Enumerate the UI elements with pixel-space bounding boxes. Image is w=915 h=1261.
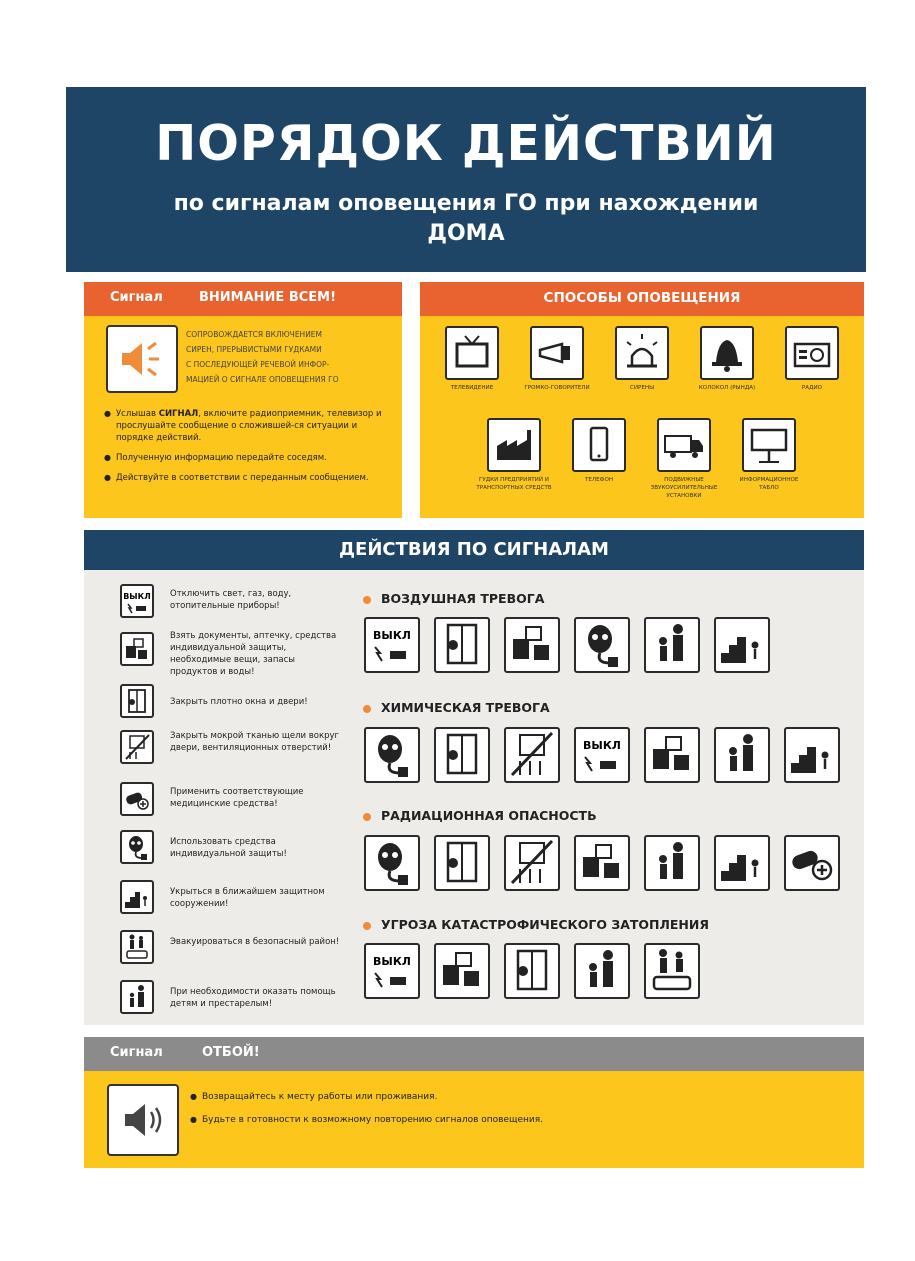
gas-mask-icon xyxy=(120,830,154,864)
legend-text: Отключить свет, газ, воду, отопительные приборы! xyxy=(170,589,292,611)
legend-text: Эвакуироваться в безопасный район! xyxy=(170,937,340,947)
method-caption: ГРОМКО-ГОВОРИТЕЛИ xyxy=(524,385,590,391)
svg-text:ВЫКЛ: ВЫКЛ xyxy=(373,629,411,642)
shelter-icon xyxy=(714,835,770,891)
list-item: ● Будьте в готовности к возможному повторению сигналов оповещения. xyxy=(190,1114,850,1126)
svg-text:ВЫКЛ: ВЫКЛ xyxy=(583,739,621,752)
attention-instructions xyxy=(104,408,396,492)
method-caption: ТЕЛЕФОН xyxy=(584,477,614,483)
list-item: ● Действуйте в соответствии с переданным сообщением. xyxy=(104,472,396,484)
documents-icon xyxy=(574,835,630,891)
documents-icon xyxy=(434,943,490,999)
legend-text: Укрыться в ближайшем защитном сооружении! xyxy=(170,887,325,909)
methods-title: СПОСОБЫ ОПОВЕЩЕНИЯ xyxy=(543,290,741,306)
factory-icon xyxy=(487,418,541,472)
seal-gaps-icon xyxy=(504,835,560,891)
bell-icon xyxy=(700,326,754,380)
signal-heading-chemical: ХИМИЧЕСКАЯ ТРЕВОГА xyxy=(363,700,550,715)
method-caption: ГУДКИ ПРЕДПРИЯТИЙ И ТРАНСПОРТНЫХ СРЕДСТВ xyxy=(476,477,552,491)
tv-icon xyxy=(445,326,499,380)
list-item: ● Услышав СИГНАЛ, включите радиоприемник, телевизор и прослушайте сообщение о сложившей-ся ситуации и порядке действий. xyxy=(104,408,396,444)
shelter-icon xyxy=(784,727,840,783)
gas-mask-icon xyxy=(574,617,630,673)
page-subtitle: по сигналам оповещения ГО при нахождении xyxy=(173,191,759,216)
documents-icon xyxy=(504,617,560,673)
documents-icon xyxy=(120,632,154,666)
power-off-icon xyxy=(574,727,630,783)
legend-text: Применить соответствующие медицинские средства! xyxy=(170,787,304,809)
signal-label: Сигнал xyxy=(110,290,163,305)
legend-text: Закрыть мокрой тканью щели вокруг двери, вентиляционных отверстий! xyxy=(170,731,339,753)
signal-heading-flood: УГРОЗА КАТАСТРОФИЧЕСКОГО ЗАТОПЛЕНИЯ xyxy=(363,917,709,932)
all-clear-instructions xyxy=(190,1091,850,1137)
attention-signal-header xyxy=(84,282,402,316)
svg-text:ВЫКЛ: ВЫКЛ xyxy=(123,592,151,601)
power-off-icon xyxy=(364,943,420,999)
power-off-icon xyxy=(364,617,420,673)
close-window-icon xyxy=(434,617,490,673)
page-subtitle-location: ДОМА xyxy=(427,221,505,246)
shelter-icon xyxy=(120,880,154,914)
legend-text: Использовать средства индивидуальной защиты! xyxy=(170,837,287,859)
legend-text: Взять документы, аптечку, средства индивидуальной защиты, необходимые вещи, запасы продуктов и воды! xyxy=(170,631,337,677)
evacuate-icon xyxy=(120,930,154,964)
help-people-icon xyxy=(714,727,770,783)
radio-icon xyxy=(785,326,839,380)
loudspeaker-icon xyxy=(530,326,584,380)
signal-name: ОТБОЙ! xyxy=(202,1045,260,1060)
info-board-icon xyxy=(742,418,796,472)
method-caption: ТЕЛЕВИДЕНИЕ xyxy=(450,385,494,391)
help-people-icon xyxy=(644,617,700,673)
legend-text: Закрыть плотно окна и двери! xyxy=(170,697,308,707)
documents-icon xyxy=(644,727,700,783)
siren-icon xyxy=(615,326,669,380)
page-title: ПОРЯДОК ДЕЙСТВИЙ xyxy=(155,115,777,172)
all-clear-header xyxy=(84,1037,864,1071)
help-people-icon xyxy=(120,980,154,1014)
truck-speaker-icon xyxy=(657,418,711,472)
medicine-icon xyxy=(784,835,840,891)
svg-text:ВЫКЛ: ВЫКЛ xyxy=(373,955,411,968)
phone-icon xyxy=(572,418,626,472)
method-caption: КОЛОКОЛ (РЫНДА) xyxy=(698,385,756,391)
legend-text: При необходимости оказать помощь детям и престарелым! xyxy=(170,987,336,1009)
help-people-icon xyxy=(644,835,700,891)
seal-gaps-icon xyxy=(120,730,154,764)
close-window-icon xyxy=(504,943,560,999)
close-window-icon xyxy=(434,835,490,891)
signal-label: Сигнал xyxy=(110,1045,163,1060)
method-caption: РАДИО xyxy=(801,385,823,391)
close-window-icon xyxy=(120,684,154,718)
method-caption: ПОДВИЖНЫЕ ЗВУКОУСИЛИТЕЛЬНЫЕ УСТАНОВКИ xyxy=(650,477,718,499)
signal-heading-air-raid: ВОЗДУШНАЯ ТРЕВОГА xyxy=(363,591,544,606)
shelter-icon xyxy=(714,617,770,673)
evacuate-icon xyxy=(644,943,700,999)
speaker-alarm-icon xyxy=(106,325,178,393)
gas-mask-icon xyxy=(364,727,420,783)
list-item: ● Полученную информацию передайте соседям. xyxy=(104,452,396,464)
actions-header xyxy=(84,530,864,570)
power-off-icon xyxy=(120,584,154,618)
list-item: ● Возвращайтесь к месту работы или проживания. xyxy=(190,1091,850,1103)
help-people-icon xyxy=(574,943,630,999)
header-banner xyxy=(66,87,866,272)
methods-header xyxy=(420,282,864,316)
seal-gaps-icon xyxy=(504,727,560,783)
attention-description: СОПРОВОЖДАЕТСЯ ВКЛЮЧЕНИЕМ СИРЕН, ПРЕРЫВИСТЫМИ ГУДКАМИ С ПОСЛЕДУЮЩЕЙ РЕЧЕВОЙ ИНФОР- МАЦИЕЙ О СИГНАЛЕ ОПОВЕЩЕНИЯ ГО xyxy=(186,330,339,384)
close-window-icon xyxy=(434,727,490,783)
signal-name: ВНИМАНИЕ ВСЕМ! xyxy=(199,290,337,305)
actions-title: ДЕЙСТВИЯ ПО СИГНАЛАМ xyxy=(339,539,609,560)
gas-mask-icon xyxy=(364,835,420,891)
speaker-icon xyxy=(107,1084,179,1156)
medicine-icon xyxy=(120,782,154,816)
signal-heading-radiation: РАДИАЦИОННАЯ ОПАСНОСТЬ xyxy=(363,808,597,823)
method-caption: СИРЕНЫ xyxy=(629,385,655,391)
method-caption: ИНФОРМАЦИОННОЕ ТАБЛО xyxy=(739,477,799,491)
